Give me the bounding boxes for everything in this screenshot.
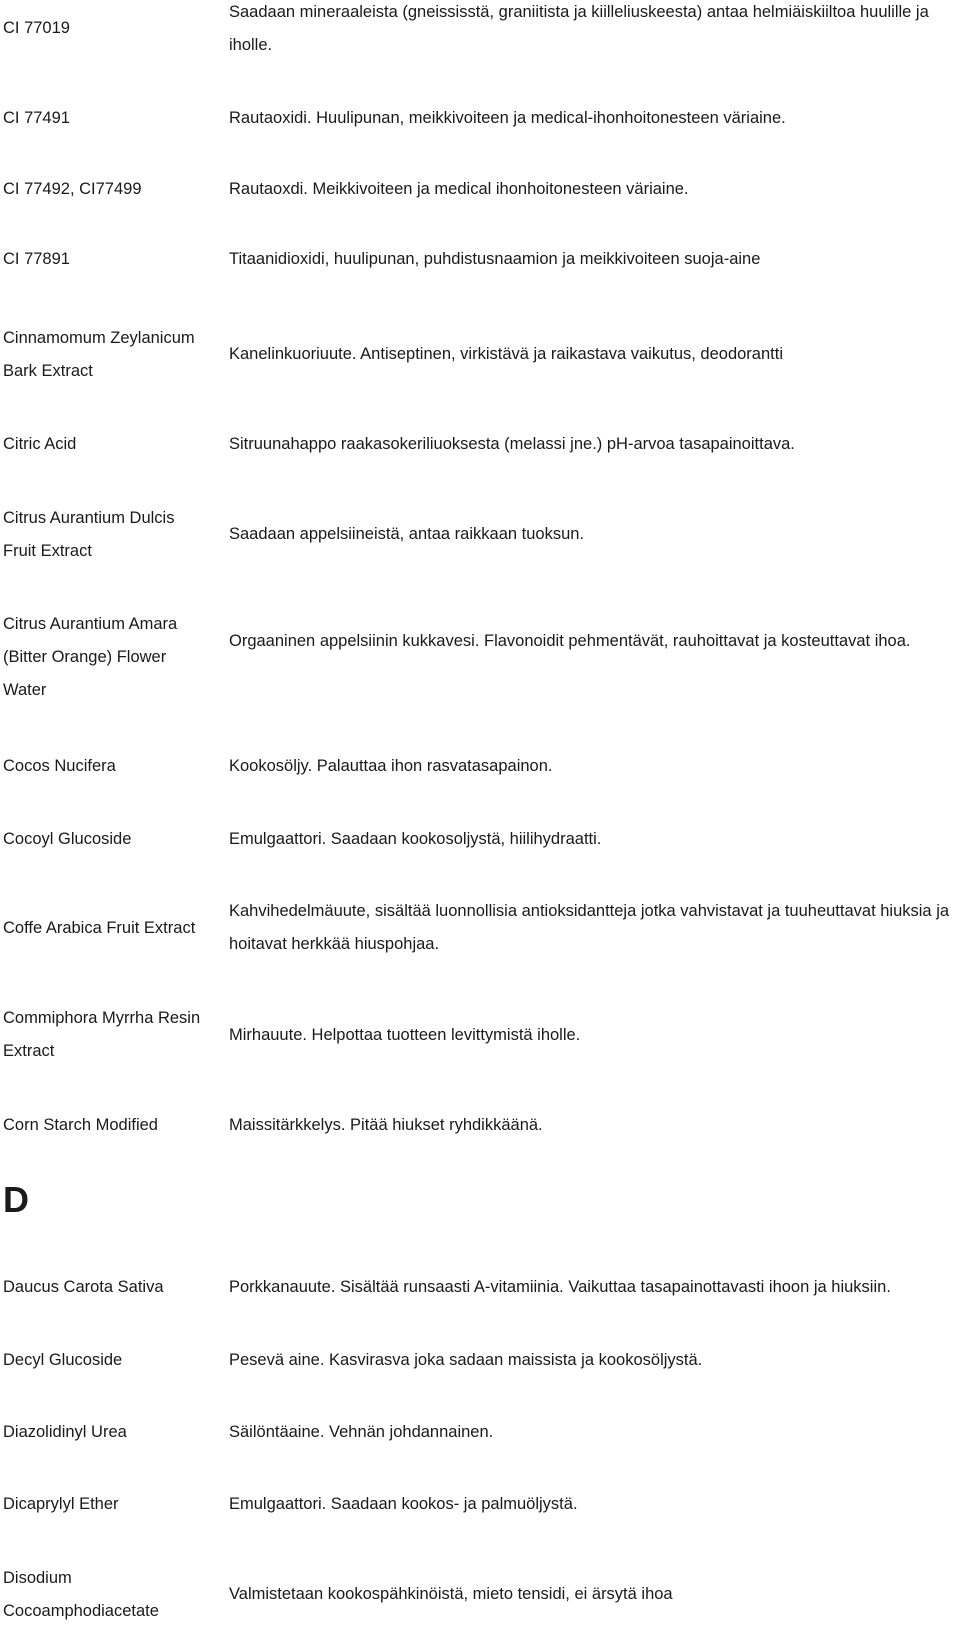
ingredient-name: Cocoyl Glucoside (3, 830, 132, 848)
ingredient-name: Daucus Carota Sativa (3, 1278, 164, 1296)
ingredient-description: Kookosöljy. Palauttaa ihon rasvatasapainon. (229, 757, 553, 775)
ingredient-description: Emulgaattori. Saadaan kookosoljystä, hiilihydraatti. (229, 830, 602, 848)
ingredient-description: Emulgaattori. Saadaan kookos- ja palmuöljystä. (229, 1495, 578, 1513)
section-letter-heading: D (3, 1179, 29, 1220)
ingredient-description: Mirhauute. Helpottaa tuotteen levittymistä iholle. (229, 1026, 581, 1044)
ingredient-description: Titaanidioxidi, huulipunan, puhdistusnaamion ja meikkivoiteen suoja-aine (229, 250, 761, 268)
ingredient-name: CI 77891 (3, 250, 70, 268)
ingredient-description: Maissitärkkelys. Pitää hiukset ryhdikkäänä. (229, 1116, 543, 1134)
ingredient-description: Pesevä aine. Kasvirasva joka sadaan maissista ja kookosöljystä. (229, 1351, 703, 1369)
ingredient-description: Kahvihedelmäuute, sisältää luonnollisia antioksidantteja jotka vahvistavat ja tuuheuttavat hiuksia ja hoitavat herkkää hiuspohjaa. (229, 902, 950, 953)
ingredient-name: Coffe Arabica Fruit Extract (3, 919, 196, 937)
ingredient-name: Diazolidinyl Urea (3, 1423, 127, 1441)
ingredient-name: Citrus Aurantium Amara (Bitter Orange) Flower Water (3, 615, 178, 699)
ingredient-name: CI 77491 (3, 109, 70, 127)
ingredient-name: CI 77492, CI77499 (3, 180, 142, 198)
ingredient-description: Säilöntäaine. Vehnän johdannainen. (229, 1423, 494, 1441)
ingredient-description: Orgaaninen appelsiinin kukkavesi. Flavonoidit pehmentävät, rauhoittavat ja kosteuttavat ihoa. (229, 632, 911, 650)
ingredient-name: Citric Acid (3, 435, 77, 453)
ingredient-name: Cinnamomum Zeylanicum Bark Extract (3, 329, 195, 380)
ingredient-name: Cocos Nucifera (3, 757, 116, 775)
ingredient-name: Decyl Glucoside (3, 1351, 123, 1369)
ingredient-name: Corn Starch Modified (3, 1116, 158, 1134)
ingredient-description: Saadaan appelsiineistä, antaa raikkaan tuoksun. (229, 525, 584, 543)
ingredient-name: Dicaprylyl Ether (3, 1495, 119, 1513)
ingredient-name: CI 77019 (3, 19, 70, 37)
ingredient-description: Kanelinkuoriuute. Antiseptinen, virkistävä ja raikastava vaikutus, deodorantti (229, 345, 783, 363)
ingredient-name: Disodium Cocoamphodiacetate (3, 1569, 159, 1620)
ingredient-description: Sitruunahappo raakasokeriliuoksesta (melassi jne.) pH-arvoa tasapainoittava. (229, 435, 795, 453)
ingredient-description: Rautaoxdi. Meikkivoiteen ja medical ihonhoitonesteen väriaine. (229, 180, 689, 198)
ingredient-name: Citrus Aurantium Dulcis Fruit Extract (3, 509, 175, 560)
ingredient-description: Saadaan mineraaleista (gneississtä, graniitista ja kiilleliuskeesta) antaa helmiäiskiiltoa huulille ja iholle. (229, 3, 929, 54)
ingredient-description: Valmistetaan kookospähkinöistä, mieto tensidi, ei ärsytä ihoa (229, 1585, 673, 1603)
ingredient-description: Porkkanauute. Sisältää runsaasti A-vitamiinia. Vaikuttaa tasapainottavasti ihoon ja hiuksiin. (229, 1278, 891, 1296)
ingredient-description: Rautaoxidi. Huulipunan, meikkivoiteen ja medical-ihonhoitonesteen väriaine. (229, 109, 786, 127)
ingredient-name: Commiphora Myrrha Resin Extract (3, 1009, 201, 1060)
